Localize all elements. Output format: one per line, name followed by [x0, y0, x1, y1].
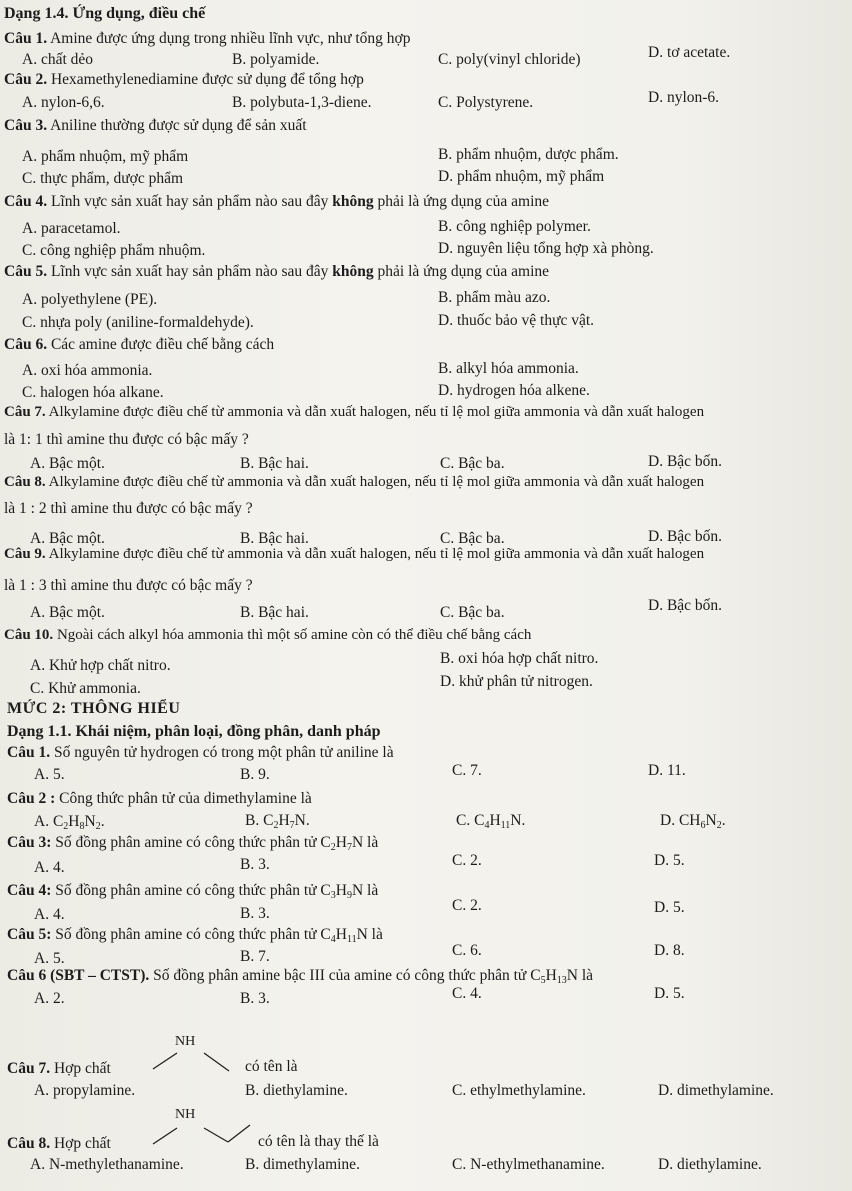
option-c[interactable]: C. poly(vinyl chloride)	[438, 51, 581, 68]
option-c[interactable]: C. 2.	[452, 897, 482, 914]
question-3: Câu 3: Số đồng phân amine có công thức phân tử $C_2H_7N$ là	[7, 834, 379, 853]
question-5: Câu 5: Số đồng phân amine có công thức phân tử $C_4H_{11}N$ là	[7, 926, 383, 945]
question-8: Câu 8. Hợp chất	[7, 1135, 111, 1152]
option-c[interactable]: C. 4.	[452, 985, 482, 1002]
option-d[interactable]: D. dimethylamine.	[658, 1082, 774, 1099]
question-8-suffix: có tên là thay thế là	[258, 1133, 379, 1150]
option-d[interactable]: D. Bậc bốn.	[648, 528, 723, 545]
option-d[interactable]: D. khử phân tử nitrogen.	[440, 673, 593, 690]
bond	[153, 1128, 177, 1144]
option-a[interactable]: A. Bậc một.	[30, 455, 105, 472]
option-b[interactable]: B. phẩm nhuộm, dược phẩm.	[438, 146, 619, 163]
option-b[interactable]: B. polybuta-1,3-diene.	[232, 94, 372, 111]
option-c[interactable]: C. $C_4H_{11}N$.	[456, 812, 526, 831]
question-5: Câu 5. Lĩnh vực sản xuất hay sản phẩm nào sau đây không phải là ứng dụng của amine	[4, 263, 550, 280]
question-8-continuation: là 1 : 2 thì amine thu được có bậc mấy ?	[4, 500, 253, 517]
nh-label: NH	[175, 1034, 196, 1049]
option-c[interactable]: C. ethylmethylamine.	[452, 1082, 586, 1099]
option-a[interactable]: A. 4.	[34, 859, 65, 876]
option-c[interactable]: C. Bậc ba.	[440, 530, 505, 547]
option-c[interactable]: C. Bậc ba.	[440, 604, 505, 621]
option-b[interactable]: B. 3.	[240, 856, 270, 873]
option-b[interactable]: B. công nghiệp polymer.	[438, 218, 591, 235]
option-a[interactable]: A. chất dẻo	[22, 51, 94, 68]
option-a[interactable]: A. 5.	[34, 950, 65, 967]
option-d[interactable]: D. hydrogen hóa alkene.	[438, 382, 590, 399]
option-b[interactable]: B. 7.	[240, 948, 270, 965]
question-4: Câu 4: Số đồng phân amine có công thức phân tử $C_3H_9N$ là	[7, 882, 379, 901]
option-c[interactable]: C. nhựa poly (aniline-formaldehyde).	[22, 314, 254, 331]
option-a[interactable]: A. nylon-6,6.	[22, 94, 105, 111]
option-c[interactable]: C. Polystyrene.	[438, 94, 534, 111]
option-b[interactable]: B. 3.	[240, 990, 270, 1007]
question-8: Câu 8. Alkylamine được điều chế từ ammonia và dẫn xuất halogen, nếu tỉ lệ mol giữa ammonia và dẫn xuất halogen	[4, 474, 705, 490]
option-c[interactable]: C. 2.	[452, 852, 482, 869]
option-d[interactable]: D. 5.	[654, 852, 685, 869]
option-b[interactable]: B. dimethylamine.	[245, 1156, 360, 1173]
option-b[interactable]: B. 3.	[240, 905, 270, 922]
question-1: Câu 1. Amine được ứng dụng trong nhiều lĩnh vực, như tổng hợp	[4, 30, 411, 47]
option-b[interactable]: B. alkyl hóa ammonia.	[438, 360, 579, 377]
option-a[interactable]: A. 2.	[34, 990, 65, 1007]
nh-label: NH	[175, 1107, 196, 1122]
option-d[interactable]: D. tơ acetate.	[648, 44, 731, 61]
option-c[interactable]: C. N-ethylmethanamine.	[452, 1156, 605, 1173]
question-6: Câu 6. Các amine được điều chế bằng cách	[4, 336, 275, 353]
option-c[interactable]: C. Khử ammonia.	[30, 680, 141, 697]
option-a[interactable]: A. N-methylethanamine.	[30, 1156, 184, 1173]
question-10: Câu 10. Ngoài cách alkyl hóa ammonia thì một số amine còn có thể điều chế bằng cách	[4, 627, 532, 643]
question-2: Câu 2. Hexamethylenediamine được sử dụng để tổng hợp	[4, 71, 364, 88]
bond	[228, 1125, 250, 1142]
option-b[interactable]: B. Bậc hai.	[240, 530, 309, 547]
bond	[204, 1128, 228, 1142]
question-7-suffix: có tên là	[245, 1058, 298, 1075]
option-a[interactable]: A. oxi hóa ammonia.	[22, 362, 153, 379]
option-b[interactable]: B. Bậc hai.	[240, 455, 309, 472]
option-b[interactable]: B. oxi hóa hợp chất nitro.	[440, 650, 599, 667]
section-title: Dạng 1.1. Khái niệm, phân loại, đồng phân, danh pháp	[7, 723, 381, 740]
option-c[interactable]: C. công nghiệp phẩm nhuộm.	[22, 242, 206, 259]
question-1: Câu 1. Số nguyên tử hydrogen có trong một phân tử aniline là	[7, 744, 394, 761]
option-b[interactable]: B. phẩm màu azo.	[438, 289, 551, 306]
option-b[interactable]: B. 9.	[240, 766, 270, 783]
option-b[interactable]: B. polyamide.	[232, 51, 320, 68]
option-d[interactable]: D. 8.	[654, 942, 685, 959]
option-b[interactable]: B. diethylamine.	[245, 1082, 348, 1099]
question-2: Câu 2 : Công thức phân tử của dimethylamine là	[7, 790, 312, 807]
option-a[interactable]: A. 4.	[34, 906, 65, 923]
option-d[interactable]: D. Bậc bốn.	[648, 453, 723, 470]
option-a[interactable]: A. Bậc một.	[30, 604, 105, 621]
section-title: Dạng 1.4. Ứng dụng, điều chế	[4, 5, 206, 22]
option-a[interactable]: A. Bậc một.	[30, 530, 105, 547]
option-a[interactable]: A. Khử hợp chất nitro.	[30, 657, 171, 674]
question-4: Câu 4. Lĩnh vực sản xuất hay sản phẩm nào sau đây không phải là ứng dụng của amine	[4, 193, 550, 210]
option-a[interactable]: A. $C_2H_8N_2$.	[34, 813, 105, 832]
question-9-continuation: là 1 : 3 thì amine thu được có bậc mấy ?	[4, 577, 253, 594]
option-d[interactable]: D. phẩm nhuộm, mỹ phẩm	[438, 168, 605, 185]
question-3: Câu 3. Aniline thường được sử dụng để sản xuất	[4, 117, 307, 134]
question-7: Câu 7. Hợp chất	[7, 1060, 111, 1077]
question-9: Câu 9. Alkylamine được điều chế từ ammonia và dẫn xuất halogen, nếu tỉ lệ mol giữa ammonia và dẫn xuất halogen	[4, 546, 705, 562]
option-d[interactable]: D. 5.	[654, 899, 685, 916]
option-a[interactable]: A. polyethylene (PE).	[22, 291, 158, 308]
option-d[interactable]: D. nylon-6.	[648, 89, 720, 106]
option-c[interactable]: C. 6.	[452, 942, 482, 959]
option-d[interactable]: D. $CH_6N_2$.	[660, 812, 726, 831]
option-d[interactable]: D. nguyên liệu tổng hợp xà phòng.	[438, 240, 654, 257]
skeletal-formula	[150, 1040, 240, 1080]
option-b[interactable]: B. $C_2H_7N$.	[245, 812, 310, 831]
option-d[interactable]: D. 11.	[648, 762, 686, 779]
question-7: Câu 7. Alkylamine được điều chế từ ammonia và dẫn xuất halogen, nếu tỉ lệ mol giữa ammonia và dẫn xuất halogen	[4, 404, 705, 420]
question-7-continuation: là 1: 1 thì amine thu được có bậc mấy ?	[4, 431, 249, 448]
option-a[interactable]: A. propylamine.	[34, 1082, 136, 1099]
option-c[interactable]: C. 7.	[452, 762, 482, 779]
option-a[interactable]: A. paracetamol.	[22, 220, 121, 237]
option-c[interactable]: C. Bậc ba.	[440, 455, 505, 472]
bond	[204, 1053, 229, 1071]
bond	[153, 1053, 177, 1069]
option-d[interactable]: D. Bậc bốn.	[648, 597, 723, 614]
option-d[interactable]: D. diethylamine.	[658, 1156, 762, 1173]
option-c[interactable]: C. thực phẩm, dược phẩm	[22, 170, 184, 187]
level-heading: MỨC 2: THÔNG HIỂU	[7, 700, 181, 717]
option-c[interactable]: C. halogen hóa alkane.	[22, 384, 164, 401]
question-6: Câu 6 (SBT – CTST). Số đồng phân amine bậc III của amine có công thức phân tử $C_5H_{13}N$ là	[7, 967, 594, 986]
option-b[interactable]: B. Bậc hai.	[240, 604, 309, 621]
option-a[interactable]: A. phẩm nhuộm, mỹ phẩm	[22, 148, 189, 165]
option-d[interactable]: D. thuốc bảo vệ thực vật.	[438, 312, 595, 329]
option-a[interactable]: A. 5.	[34, 766, 65, 783]
option-d[interactable]: D. 5.	[654, 985, 685, 1002]
